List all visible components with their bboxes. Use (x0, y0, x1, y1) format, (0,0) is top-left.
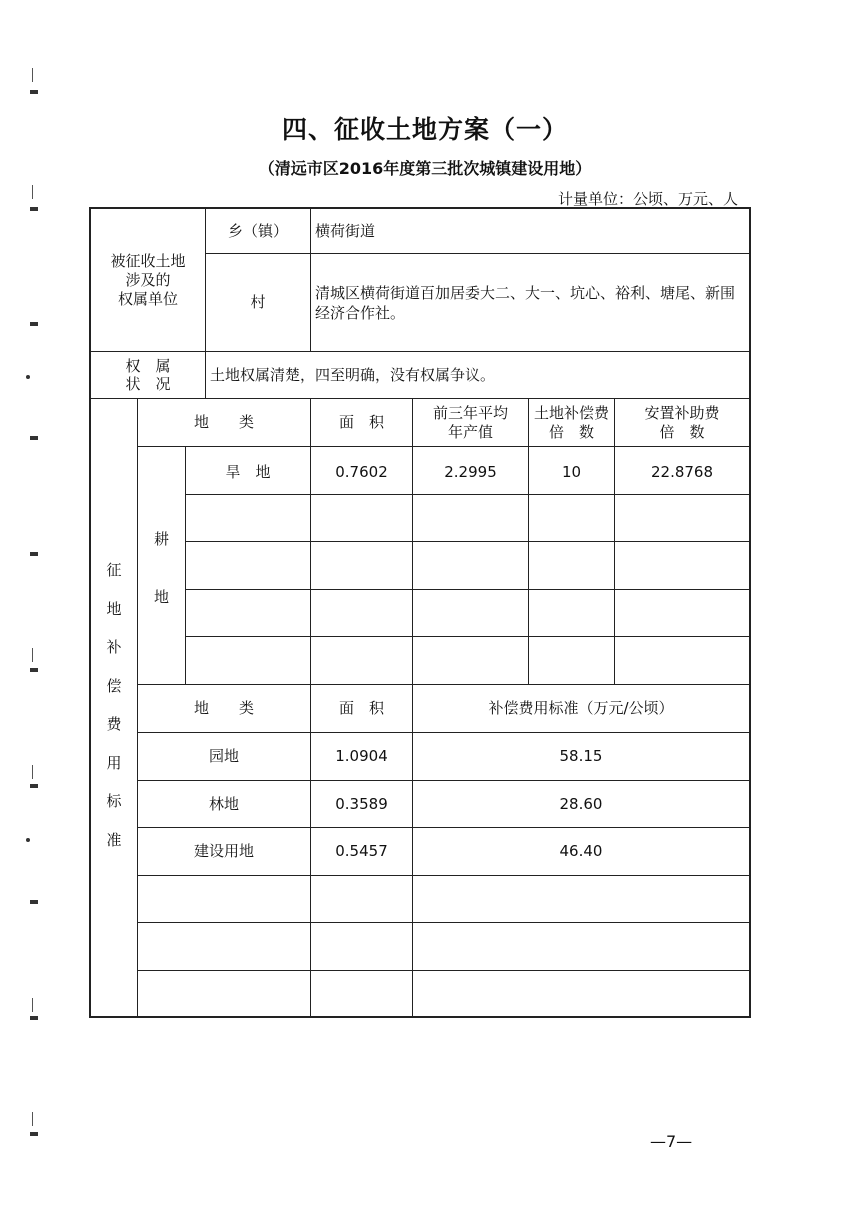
farmland-type: 旱 地 (225, 463, 271, 481)
side-char: 标 (106, 792, 122, 810)
scan-mark (30, 207, 38, 211)
scan-mark (32, 648, 33, 662)
unit-label: 计量单位：公顷、万元、人 (557, 190, 738, 208)
side-char: 征 (106, 561, 122, 579)
scan-mark (30, 552, 38, 556)
status-value: 土地权属清楚，四至明确，没有权属争议。 (210, 365, 496, 384)
farmland-avg-output: 2.2995 (444, 463, 497, 481)
scan-mark (26, 375, 30, 379)
other-land-area: 0.5457 (335, 842, 388, 860)
farmland-land-multiple: 10 (561, 463, 582, 481)
other-land-type: 建设用地 (193, 842, 254, 860)
other-land-area: 0.3589 (335, 794, 388, 813)
side-char: 准 (106, 830, 122, 849)
other-land-standard: 58.15 (559, 747, 603, 765)
header2-area: 面 积 (338, 699, 384, 717)
village-label: 村 (250, 293, 266, 311)
header-land-type: 地 类 (193, 413, 254, 431)
header-land-multiple: 土地补偿费 倍 数 (533, 403, 609, 441)
side-char: 补 (106, 638, 122, 656)
side-char: 用 (106, 753, 122, 772)
header-avg-output: 前三年平均 年产值 (432, 403, 508, 441)
scan-mark (32, 1112, 33, 1126)
side-char: 费 (106, 715, 122, 733)
farmland-area: 0.7602 (335, 463, 388, 481)
side-char: 偿 (106, 676, 122, 695)
header-resettle-multiple: 安置补助费 倍 数 (644, 403, 720, 441)
page-number: —7— (650, 1132, 693, 1151)
farmland-char: 地 (153, 588, 169, 606)
other-land-standard: 46.40 (559, 842, 603, 860)
other-land-standard: 28.60 (559, 794, 603, 813)
township-value: 横荷街道 (315, 221, 376, 240)
page-title: 四、征收土地方案（一） (281, 115, 568, 144)
grid-line (137, 875, 751, 876)
compensation-side-label (91, 540, 137, 870)
scan-mark (30, 1016, 38, 1020)
header-area: 面 积 (338, 413, 384, 431)
other-land-type: 林地 (208, 794, 239, 813)
scan-mark (30, 784, 38, 788)
ownership-label: 被征收土地 涉及的 权属单位 (110, 251, 186, 308)
grid-line (137, 970, 751, 971)
scan-mark (30, 668, 38, 672)
status-label: 权 属 状 况 (125, 357, 171, 393)
grid-line (185, 636, 751, 637)
scan-mark (30, 90, 38, 94)
side-char: 地 (106, 599, 122, 618)
scan-mark (26, 838, 30, 842)
scan-mark (32, 68, 33, 82)
village-value: 清城区横荷街道百加居委大二、大一、坑心、裕利、塘尾、新围经济合作社。 (315, 283, 736, 322)
scan-mark (30, 900, 38, 904)
grid-line (185, 494, 751, 495)
scan-mark (30, 1132, 38, 1136)
scan-mark (32, 998, 33, 1012)
grid-line (185, 589, 751, 590)
township-label: 乡（镇） (227, 221, 288, 240)
grid-line (185, 541, 751, 542)
header2-land-type: 地 类 (193, 699, 254, 717)
farmland-resettle-multiple: 22.8768 (650, 463, 714, 481)
scan-mark (32, 765, 33, 779)
scan-mark (30, 436, 38, 440)
scan-mark (30, 322, 38, 326)
scan-mark (32, 185, 33, 199)
page-subtitle: （清远市区2016年度第三批次城镇建设用地） (258, 159, 592, 178)
farmland-char: 耕 (153, 530, 169, 548)
other-land-type: 园地 (208, 747, 239, 765)
grid-line (137, 922, 751, 923)
header2-standard: 补偿费用标准（万元/公顷） (488, 699, 674, 717)
other-land-area: 1.0904 (335, 747, 388, 765)
farmland-label (138, 518, 185, 618)
